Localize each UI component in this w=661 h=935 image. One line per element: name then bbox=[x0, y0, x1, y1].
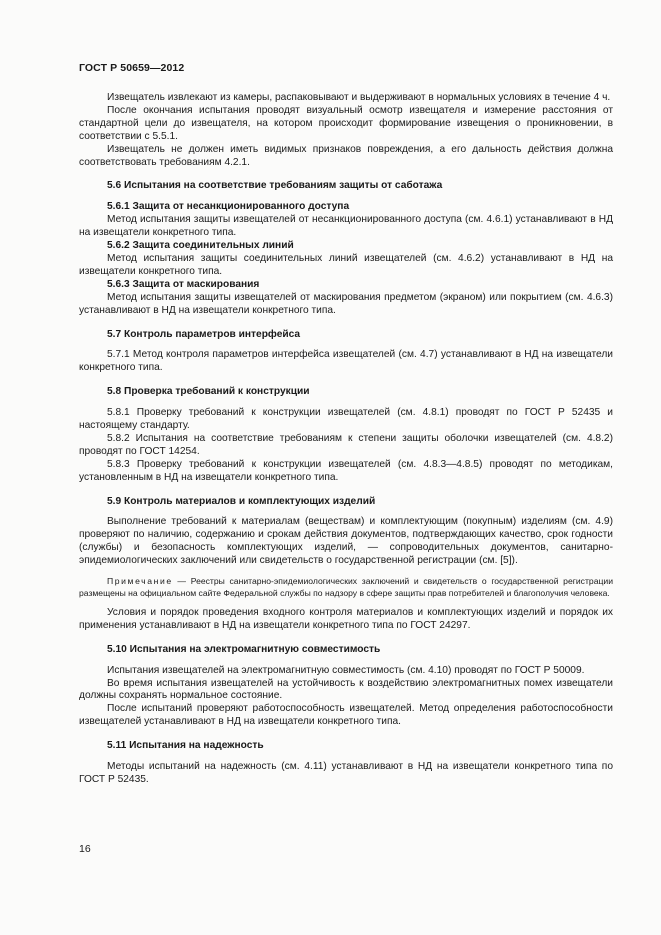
section-heading-5-10: 5.10 Испытания на электромагнитную совместимость bbox=[107, 643, 381, 655]
paragraph: 5.8.1 Проверку требований к конструкции извещателей (см. 4.8.1) проводят по ГОСТ Р 52435 и настоящему стандарту. bbox=[79, 407, 613, 432]
paragraph: Выполнение требований к материалам (веществам) и комплектующим (покупным) изделиям (см. 4.9) проверяют по наличию, содержанию и срокам действия документов, подтверждающих качество, срок годности (службы) и безопасность комплектующих изделий, — сопроводительных документов, санитарно-эпидемиологических заключений или свидетельств о государственной регистрации (см. [5]). bbox=[79, 516, 613, 567]
section-heading-5-11: 5.11 Испытания на надежность bbox=[107, 740, 264, 752]
paragraph: Испытания извещателей на электромагнитную совместимость (см. 4.10) проводят по ГОСТ Р 50009. bbox=[107, 664, 585, 676]
paragraph: 5.8.3 Проверку требований к конструкции извещателей (см. 4.8.3—4.8.5) проводят по методикам, установленным в НД на извещатели конкретного типа. bbox=[79, 458, 613, 483]
paragraph: Метод испытания защиты извещателей от маскирования предметом (экраном) или покрытием (см. 4.6.3) устанавливают в НД на извещатели конкретного типа. bbox=[79, 291, 613, 316]
paragraph: После испытаний проверяют работоспособность извещателей. Метод определения работоспособности извещателей устанавливают в НД на извещатели конкретного типа. bbox=[79, 703, 613, 728]
paragraph: 5.7.1 Метод контроля параметров интерфейса извещателей (см. 4.7) устанавливают в НД на извещатели конкретного типа. bbox=[79, 349, 613, 374]
paragraph: Условия и порядок проведения входного контроля материалов и комплектующих изделий и порядок их применения устанавливают в НД на извещатели конкретного типа по ГОСТ 24297. bbox=[79, 606, 613, 631]
paragraph: Метод испытания защиты извещателей от несанкционированного доступа (см. 4.6.1) устанавливают в НД на извещатели конкретного типа. bbox=[79, 214, 613, 239]
paragraph: Извещатель не должен иметь видимых признаков повреждения, а его дальность действия должна соответствовать требованиям 4.2.1. bbox=[79, 143, 613, 168]
document-body bbox=[79, 92, 613, 787]
section-heading-5-8: 5.8 Проверка требований к конструкции bbox=[107, 386, 310, 398]
paragraph: Метод испытания защиты соединительных линий извещателей (см. 4.6.2) устанавливают в НД на извещатели конкретного типа. bbox=[79, 252, 613, 277]
subsection-heading-5-6-1: 5.6.1 Защита от несанкционированного доступа bbox=[107, 201, 350, 213]
paragraph: После окончания испытания проводят визуальный осмотр извещателя и измерение расстояния от стандартной цели до извещателя, на котором происходит формирование извещения о проникновении, в соответствии с 5.5.1. bbox=[79, 104, 613, 142]
paragraph: Во время испытания извещателей на устойчивость к воздействию электромагнитных помех извещатели должны сохранять нормальное состояние. bbox=[79, 677, 613, 702]
paragraph: Методы испытаний на надежность (см. 4.11) устанавливают в НД на извещатели конкретного типа по ГОСТ Р 52435. bbox=[79, 761, 613, 785]
section-heading-5-7: 5.7 Контроль параметров интерфейса bbox=[107, 328, 301, 340]
section-heading-5-9: 5.9 Контроль материалов и комплектующих изделий bbox=[107, 495, 376, 507]
page-number: 16 bbox=[79, 843, 91, 855]
section-heading-5-6: 5.6 Испытания на соответствие требованиям защиты от саботажа bbox=[107, 180, 443, 192]
paragraph: Извещатель извлекают из камеры, распаковывают и выдерживают в нормальных условиях в течение 4 ч. bbox=[107, 92, 611, 103]
note-label: Примечание bbox=[107, 576, 173, 587]
subsection-heading-5-6-3: 5.6.3 Защита от маскирования bbox=[107, 278, 260, 290]
subsection-heading-5-6-2: 5.6.2 Защита соединительных линий bbox=[107, 240, 294, 252]
note-text: — Реестры санитарно-эпидемиологических заключений и свидетельств о государственной регистрации размещены на официальном сайте Федеральной службы по надзору в сфере защиты прав потребителей и благополучия человека. bbox=[79, 576, 613, 598]
paragraph: 5.8.2 Испытания на соответствие требованиям к степени защиты оболочки извещателей (см. 4.8.2) проводят по ГОСТ 14254. bbox=[79, 432, 613, 457]
note bbox=[79, 576, 613, 599]
document-code-header: ГОСТ Р 50659—2012 bbox=[79, 62, 185, 74]
